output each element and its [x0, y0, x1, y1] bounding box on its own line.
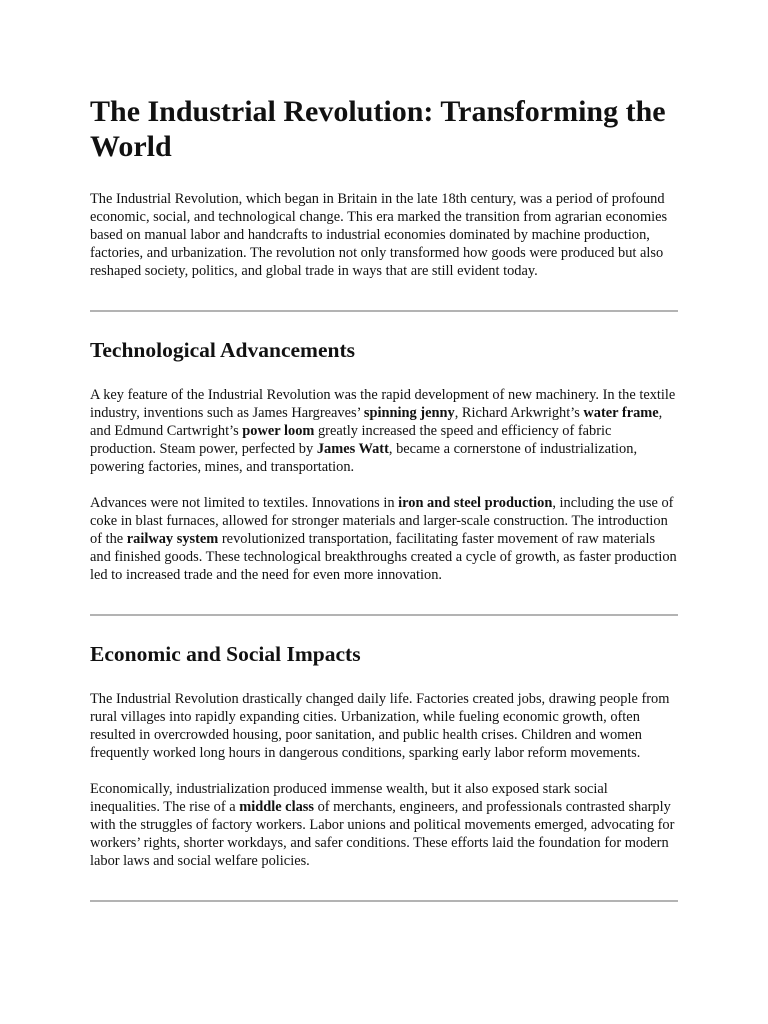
- page-title: The Industrial Revolution: Transforming the World: [90, 95, 666, 163]
- section-divider: [90, 900, 678, 902]
- text-run: of merchants, engineers, and professionals contrasted sharply with the struggles of factory workers. Labor unions and political movements emerged, advocating for workers’ rights, shorter workdays, and safer conditions. These efforts laid the foundation for modern labor laws and social welfare policies.: [90, 799, 675, 869]
- economic-paragraph-2: [90, 780, 678, 870]
- bold-term-iron-steel: iron and steel production: [398, 495, 553, 511]
- section-divider: [90, 310, 678, 312]
- intro-paragraph: The Industrial Revolution, which began in Britain in the late 18th century, was a period of profound economic, social, and technological change. This era marked the transition from agrarian economies based on manual labor and handcrafts to industrial economies dominated by machine production, factories, and urbanization. The revolution not only transformed how goods were produced but also reshaped society, politics, and global trade in ways that are still evident today.: [90, 191, 668, 279]
- text-run: revolutionized transportation, facilitating faster movement of raw materials and finished goods. These technological breakthroughs created a cycle of growth, as faster production led to increased trade and the need for even more innovation.: [90, 531, 677, 583]
- text-run: A key feature of the Industrial Revolution was the rapid development of new machinery. In the textile industry, inventions such as James Hargreaves’: [90, 387, 676, 421]
- text-run: , Richard Arkwright’s: [454, 405, 584, 421]
- section-divider: [90, 614, 678, 616]
- bold-term-railway-system: railway system: [126, 531, 219, 547]
- text-run: , and Edmund Cartwright’s: [90, 405, 663, 439]
- text-run: Advances were not limited to textiles. Innovations in: [90, 495, 399, 511]
- text-run: greatly increased the speed and efficiency of fabric production. Steam power, perfected by: [90, 423, 612, 457]
- bold-term-middle-class: middle class: [239, 799, 314, 815]
- technology-paragraph-2: [90, 494, 678, 584]
- text-run: , became a cornerstone of industrialization, powering factories, mines, and transportation.: [90, 441, 638, 475]
- bold-term-water-frame: water frame: [583, 405, 659, 421]
- section-heading-economic-social: Economic and Social Impacts: [90, 642, 361, 666]
- bold-term-spinning-jenny: spinning jenny: [363, 405, 455, 421]
- economic-paragraph-1: [90, 690, 678, 762]
- text-run: , including the use of coke in blast furnaces, allowed for stronger materials and larger-scale construction. The introduction of the: [90, 495, 674, 547]
- bold-term-james-watt: James Watt: [316, 441, 389, 457]
- technology-paragraph-1: [90, 386, 678, 476]
- bold-term-power-loom: power loom: [242, 423, 315, 439]
- text-run: The Industrial Revolution drastically changed daily life. Factories created jobs, drawing people from rural villages into rapidly expanding cities. Urbanization, while fueling economic growth, often resulted in overcrowded housing, poor sanitation, and public health crises. Children and women frequently worked long hours in dangerous conditions, sparking early labor reform movements.: [90, 691, 670, 761]
- text-run: Economically, industrialization produced immense wealth, but it also exposed stark social inequalities. The rise of a: [90, 781, 608, 815]
- section-heading-technology: Technological Advancements: [90, 338, 355, 362]
